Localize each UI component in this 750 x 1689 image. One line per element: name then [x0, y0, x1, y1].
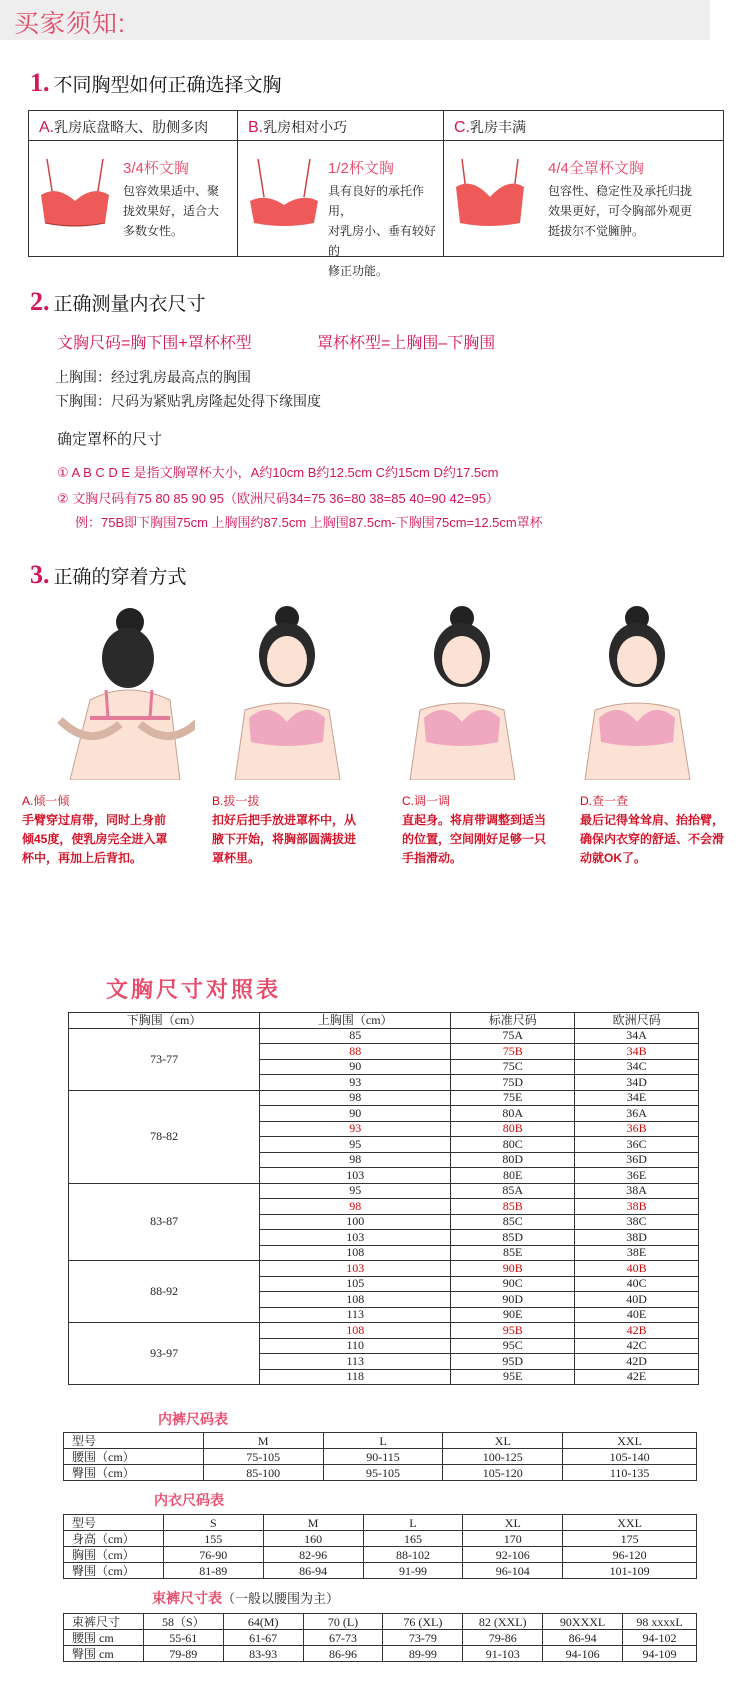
- lower-bust-def: 下胸围：尺码为紧贴乳房隆起处得下缘围度: [55, 393, 321, 409]
- table-cell: 61-67: [223, 1630, 303, 1646]
- table-row: [64, 1547, 697, 1563]
- table-cell: 42C: [575, 1338, 699, 1354]
- table-cell: 85A: [451, 1183, 575, 1199]
- under-bust-range: 93-97: [69, 1323, 260, 1385]
- table-cell: S: [163, 1515, 263, 1531]
- table-cell: 96-120: [563, 1547, 697, 1563]
- table-cell: 42B: [575, 1323, 699, 1339]
- table-cell: 臀围（cm）: [64, 1465, 204, 1481]
- table-cell: 175: [563, 1531, 697, 1547]
- table-cell: 36A: [575, 1106, 699, 1122]
- table-cell: 75C: [451, 1059, 575, 1075]
- step-c-text: C.调一调 直起身。将肩带调整到适当 的位置，空间刚好足够一只 手指滑动。: [402, 794, 547, 865]
- bra-4-4-icon: [454, 157, 526, 235]
- table-cell: 88-102: [363, 1547, 463, 1563]
- step-c-illustration: [380, 600, 545, 780]
- table-cell: 型号: [64, 1515, 164, 1531]
- table-cell: 80A: [451, 1106, 575, 1122]
- table-cell: XXL: [563, 1515, 697, 1531]
- bra-3-4-icon: [39, 157, 111, 235]
- table-cell: 34E: [575, 1090, 699, 1106]
- table-cell: 95B: [451, 1323, 575, 1339]
- table-cell: 93: [260, 1121, 451, 1137]
- section3-title: 3. 正确的穿着方式: [30, 560, 187, 589]
- table-cell: 身高（cm）: [64, 1531, 164, 1547]
- step-b-text: B.拔一拔 扣好后把手放进罩杯中，从 腋下开始，将胸部圆满拔进 罩杯里。: [212, 794, 357, 865]
- table-cell: L: [323, 1433, 443, 1449]
- col-header: 下胸围（cm）: [69, 1013, 260, 1029]
- cup-line-3: 例：75B即下胸围75cm 上胸围约87.5cm 上胸围87.5cm-下胸围75cm=12.5cm罩杯: [75, 515, 543, 530]
- table-cell: M: [263, 1515, 363, 1531]
- table-cell: 91-103: [463, 1646, 543, 1662]
- table-cell: XL: [463, 1515, 563, 1531]
- table-row: [64, 1531, 697, 1547]
- table-row: [69, 1183, 699, 1199]
- table-row: [69, 1028, 699, 1044]
- table-cell: 94-102: [623, 1630, 697, 1646]
- table-cell: 76 (XL): [383, 1614, 463, 1630]
- table-cell: 82-96: [263, 1547, 363, 1563]
- table-row: [64, 1465, 697, 1481]
- table-cell: 38B: [575, 1199, 699, 1215]
- table-cell: 108: [260, 1245, 451, 1261]
- table-cell: 40B: [575, 1261, 699, 1277]
- table-cell: 90: [260, 1059, 451, 1075]
- table-cell: 98: [260, 1152, 451, 1168]
- table-cell: 80B: [451, 1121, 575, 1137]
- underwear-table-title: 内衣尺码表: [154, 1492, 224, 1508]
- table-cell: 82 (XXL): [463, 1614, 543, 1630]
- table-cell: 95D: [451, 1354, 575, 1370]
- table-row: [64, 1646, 697, 1662]
- step-a-text: A.倾一倾 手臂穿过肩带，同时上身前 倾45度，使乳房完全进入罩 杯中，再加上后背扣。: [22, 794, 168, 865]
- table-cell: 38D: [575, 1230, 699, 1246]
- col-header: 上胸围（cm）: [260, 1013, 451, 1029]
- table-cell: 40C: [575, 1276, 699, 1292]
- table-cell: 90B: [451, 1261, 575, 1277]
- table-cell: 75D: [451, 1075, 575, 1091]
- formula-bra-size: 文胸尺码=胸下围+罩杯杯型: [57, 335, 252, 352]
- table-cell: 160: [263, 1531, 363, 1547]
- table-cell: 170: [463, 1531, 563, 1547]
- table-cell: 90D: [451, 1292, 575, 1308]
- table-cell: 38A: [575, 1183, 699, 1199]
- under-bust-range: 88-92: [69, 1261, 260, 1323]
- table-cell: 79-89: [143, 1646, 223, 1662]
- table-cell: 95-105: [323, 1465, 443, 1481]
- table-cell: 94-109: [623, 1646, 697, 1662]
- table-cell: 42E: [575, 1369, 699, 1385]
- table-row: [64, 1563, 697, 1579]
- cup-line-1: ① A B C D E 是指文胸罩杯大小，A约10cm B约12.5cm C约15cm D约17.5cm: [57, 465, 499, 480]
- table-cell: 105: [260, 1276, 451, 1292]
- underwear-size-table: [63, 1514, 697, 1579]
- bra-col-b: B.乳房相对小巧 1/2杯文胸 具有良好的承托作用， 对乳房小、垂有较好的 修正功能。: [237, 111, 443, 256]
- table-cell: 86-94: [543, 1630, 623, 1646]
- header-bar: [0, 0, 710, 40]
- table-cell: 79-86: [463, 1630, 543, 1646]
- table-cell: 70 (L): [303, 1614, 383, 1630]
- table-cell: 98 xxxxL: [623, 1614, 697, 1630]
- table-cell: 55-61: [143, 1630, 223, 1646]
- under-bust-range: 83-87: [69, 1183, 260, 1261]
- table-row: [64, 1515, 697, 1531]
- page-title: 买家须知:: [14, 10, 126, 38]
- table-row: [64, 1433, 697, 1449]
- table-cell: 76-90: [163, 1547, 263, 1563]
- table-cell: 94-106: [543, 1646, 623, 1662]
- table-cell: 73-79: [383, 1630, 463, 1646]
- panties-table-title: 内裤尺码表: [158, 1411, 228, 1427]
- table-cell: 85: [260, 1028, 451, 1044]
- table-cell: 92-106: [463, 1547, 563, 1563]
- table-cell: 36E: [575, 1168, 699, 1184]
- cup-size-title: 确定罩杯的尺寸: [57, 431, 163, 448]
- table-cell: 108: [260, 1292, 451, 1308]
- table-cell: 98: [260, 1090, 451, 1106]
- table-cell: 34C: [575, 1059, 699, 1075]
- table-cell: 93: [260, 1075, 451, 1091]
- table-cell: 95: [260, 1137, 451, 1153]
- bra-type-box: [28, 110, 724, 278]
- table-cell: 型号: [64, 1433, 204, 1449]
- table-cell: 42D: [575, 1354, 699, 1370]
- table-cell: 103: [260, 1168, 451, 1184]
- shaper-size-table: [63, 1613, 697, 1662]
- step-b-illustration: [205, 600, 370, 780]
- table-cell: 64(M): [223, 1614, 303, 1630]
- table-cell: 110: [260, 1338, 451, 1354]
- table-cell: 58（S）: [143, 1614, 223, 1630]
- table-cell: 腰围（cm）: [64, 1449, 204, 1465]
- bra-size-table: [68, 1012, 699, 1385]
- table-cell: 34A: [575, 1028, 699, 1044]
- table-row: [64, 1630, 697, 1646]
- table-cell: XL: [443, 1433, 563, 1449]
- step-d-text: D.查一查 最后记得耸耸肩、抬抬臂， 确保内衣穿的舒适、不会滑 动就OK了。: [580, 794, 725, 865]
- table-cell: 105-120: [443, 1465, 563, 1481]
- table-cell: 85D: [451, 1230, 575, 1246]
- table-cell: 103: [260, 1261, 451, 1277]
- formula-cup: 罩杯杯型=上胸围–下胸围: [317, 335, 496, 352]
- table-cell: 束裤尺寸: [64, 1614, 144, 1630]
- table-cell: 86-96: [303, 1646, 383, 1662]
- section2-title: 2. 正确测量内衣尺寸: [30, 287, 206, 316]
- table-cell: 75E: [451, 1090, 575, 1106]
- bra-size-table-title: 文胸尺寸对照表: [106, 977, 282, 1002]
- table-cell: 36D: [575, 1152, 699, 1168]
- section1-title: 1. 不同胸型如何正确选择文胸: [30, 68, 282, 97]
- table-row: [69, 1090, 699, 1106]
- table-cell: 80C: [451, 1137, 575, 1153]
- table-cell: 38C: [575, 1214, 699, 1230]
- table-cell: 95E: [451, 1369, 575, 1385]
- table-row: [69, 1261, 699, 1277]
- table-cell: 40E: [575, 1307, 699, 1323]
- table-cell: 80E: [451, 1168, 575, 1184]
- table-cell: 40D: [575, 1292, 699, 1308]
- table-cell: XXL: [563, 1433, 697, 1449]
- table-cell: 90C: [451, 1276, 575, 1292]
- table-cell: 91-99: [363, 1563, 463, 1579]
- table-cell: 155: [163, 1531, 263, 1547]
- table-cell: 86-94: [263, 1563, 363, 1579]
- table-cell: 85-100: [203, 1465, 323, 1481]
- table-cell: 98: [260, 1199, 451, 1215]
- table-cell: M: [203, 1433, 323, 1449]
- table-cell: 90: [260, 1106, 451, 1122]
- table-cell: 96-104: [463, 1563, 563, 1579]
- table-cell: 臀围（cm）: [64, 1563, 164, 1579]
- table-row: [69, 1323, 699, 1339]
- table-row: [64, 1614, 697, 1630]
- table-cell: 85C: [451, 1214, 575, 1230]
- table-cell: 165: [363, 1531, 463, 1547]
- under-bust-range: 73-77: [69, 1028, 260, 1090]
- table-cell: 75A: [451, 1028, 575, 1044]
- table-cell: 100-125: [443, 1449, 563, 1465]
- bra-col-c: C.乳房丰满 4/4全罩杯文胸 包容性、稳定性及承托归拢 效果更好，可令胸部外观更 挺拔尔不觉臃肿。: [443, 111, 723, 256]
- table-cell: 95C: [451, 1338, 575, 1354]
- table-cell: 34D: [575, 1075, 699, 1091]
- shaper-table-title: 束裤尺寸表（一般以腰围为主）: [152, 1590, 340, 1606]
- table-cell: L: [363, 1515, 463, 1531]
- col-header: 标准尺码: [451, 1013, 575, 1029]
- table-cell: 75B: [451, 1044, 575, 1060]
- table-cell: 36B: [575, 1121, 699, 1137]
- table-cell: 臀围 cm: [64, 1646, 144, 1662]
- table-cell: 101-109: [563, 1563, 697, 1579]
- table-cell: 100: [260, 1214, 451, 1230]
- table-cell: 95: [260, 1183, 451, 1199]
- table-cell: 85E: [451, 1245, 575, 1261]
- upper-bust-def: 上胸围：经过乳房最高点的胸围: [55, 369, 251, 385]
- step-a-illustration: [30, 600, 195, 780]
- table-cell: 83-93: [223, 1646, 303, 1662]
- table-cell: 108: [260, 1323, 451, 1339]
- table-cell: 85B: [451, 1199, 575, 1215]
- bra-col-a: A.乳房底盘略大、肋侧多肉 3/4杯文胸 包容效果适中、聚 拢效果好，适合大 多数女性。: [29, 111, 237, 256]
- table-cell: 90-115: [323, 1449, 443, 1465]
- table-cell: 38E: [575, 1245, 699, 1261]
- bra-1-2-icon: [248, 157, 320, 235]
- table-cell: 67-73: [303, 1630, 383, 1646]
- panties-size-table: [63, 1432, 697, 1481]
- table-cell: 36C: [575, 1137, 699, 1153]
- table-cell: 75-105: [203, 1449, 323, 1465]
- table-cell: 腰围 cm: [64, 1630, 144, 1646]
- table-cell: 80D: [451, 1152, 575, 1168]
- table-cell: 118: [260, 1369, 451, 1385]
- table-cell: 105-140: [563, 1449, 697, 1465]
- table-cell: 90XXXL: [543, 1614, 623, 1630]
- table-cell: 113: [260, 1354, 451, 1370]
- table-cell: 113: [260, 1307, 451, 1323]
- table-cell: 81-89: [163, 1563, 263, 1579]
- table-cell: 89-99: [383, 1646, 463, 1662]
- col-header: 欧洲尺码: [575, 1013, 699, 1029]
- table-cell: 88: [260, 1044, 451, 1060]
- table-cell: 胸围（cm）: [64, 1547, 164, 1563]
- table-cell: 90E: [451, 1307, 575, 1323]
- step-d-illustration: [555, 600, 720, 780]
- table-cell: 34B: [575, 1044, 699, 1060]
- cup-line-2: ② 文胸尺码有75 80 85 90 95（欧洲尺码34=75 36=80 38=85 40=90 42=95）: [57, 491, 500, 506]
- table-cell: 103: [260, 1230, 451, 1246]
- under-bust-range: 78-82: [69, 1090, 260, 1183]
- table-row: [64, 1449, 697, 1465]
- table-cell: 110-135: [563, 1465, 697, 1481]
